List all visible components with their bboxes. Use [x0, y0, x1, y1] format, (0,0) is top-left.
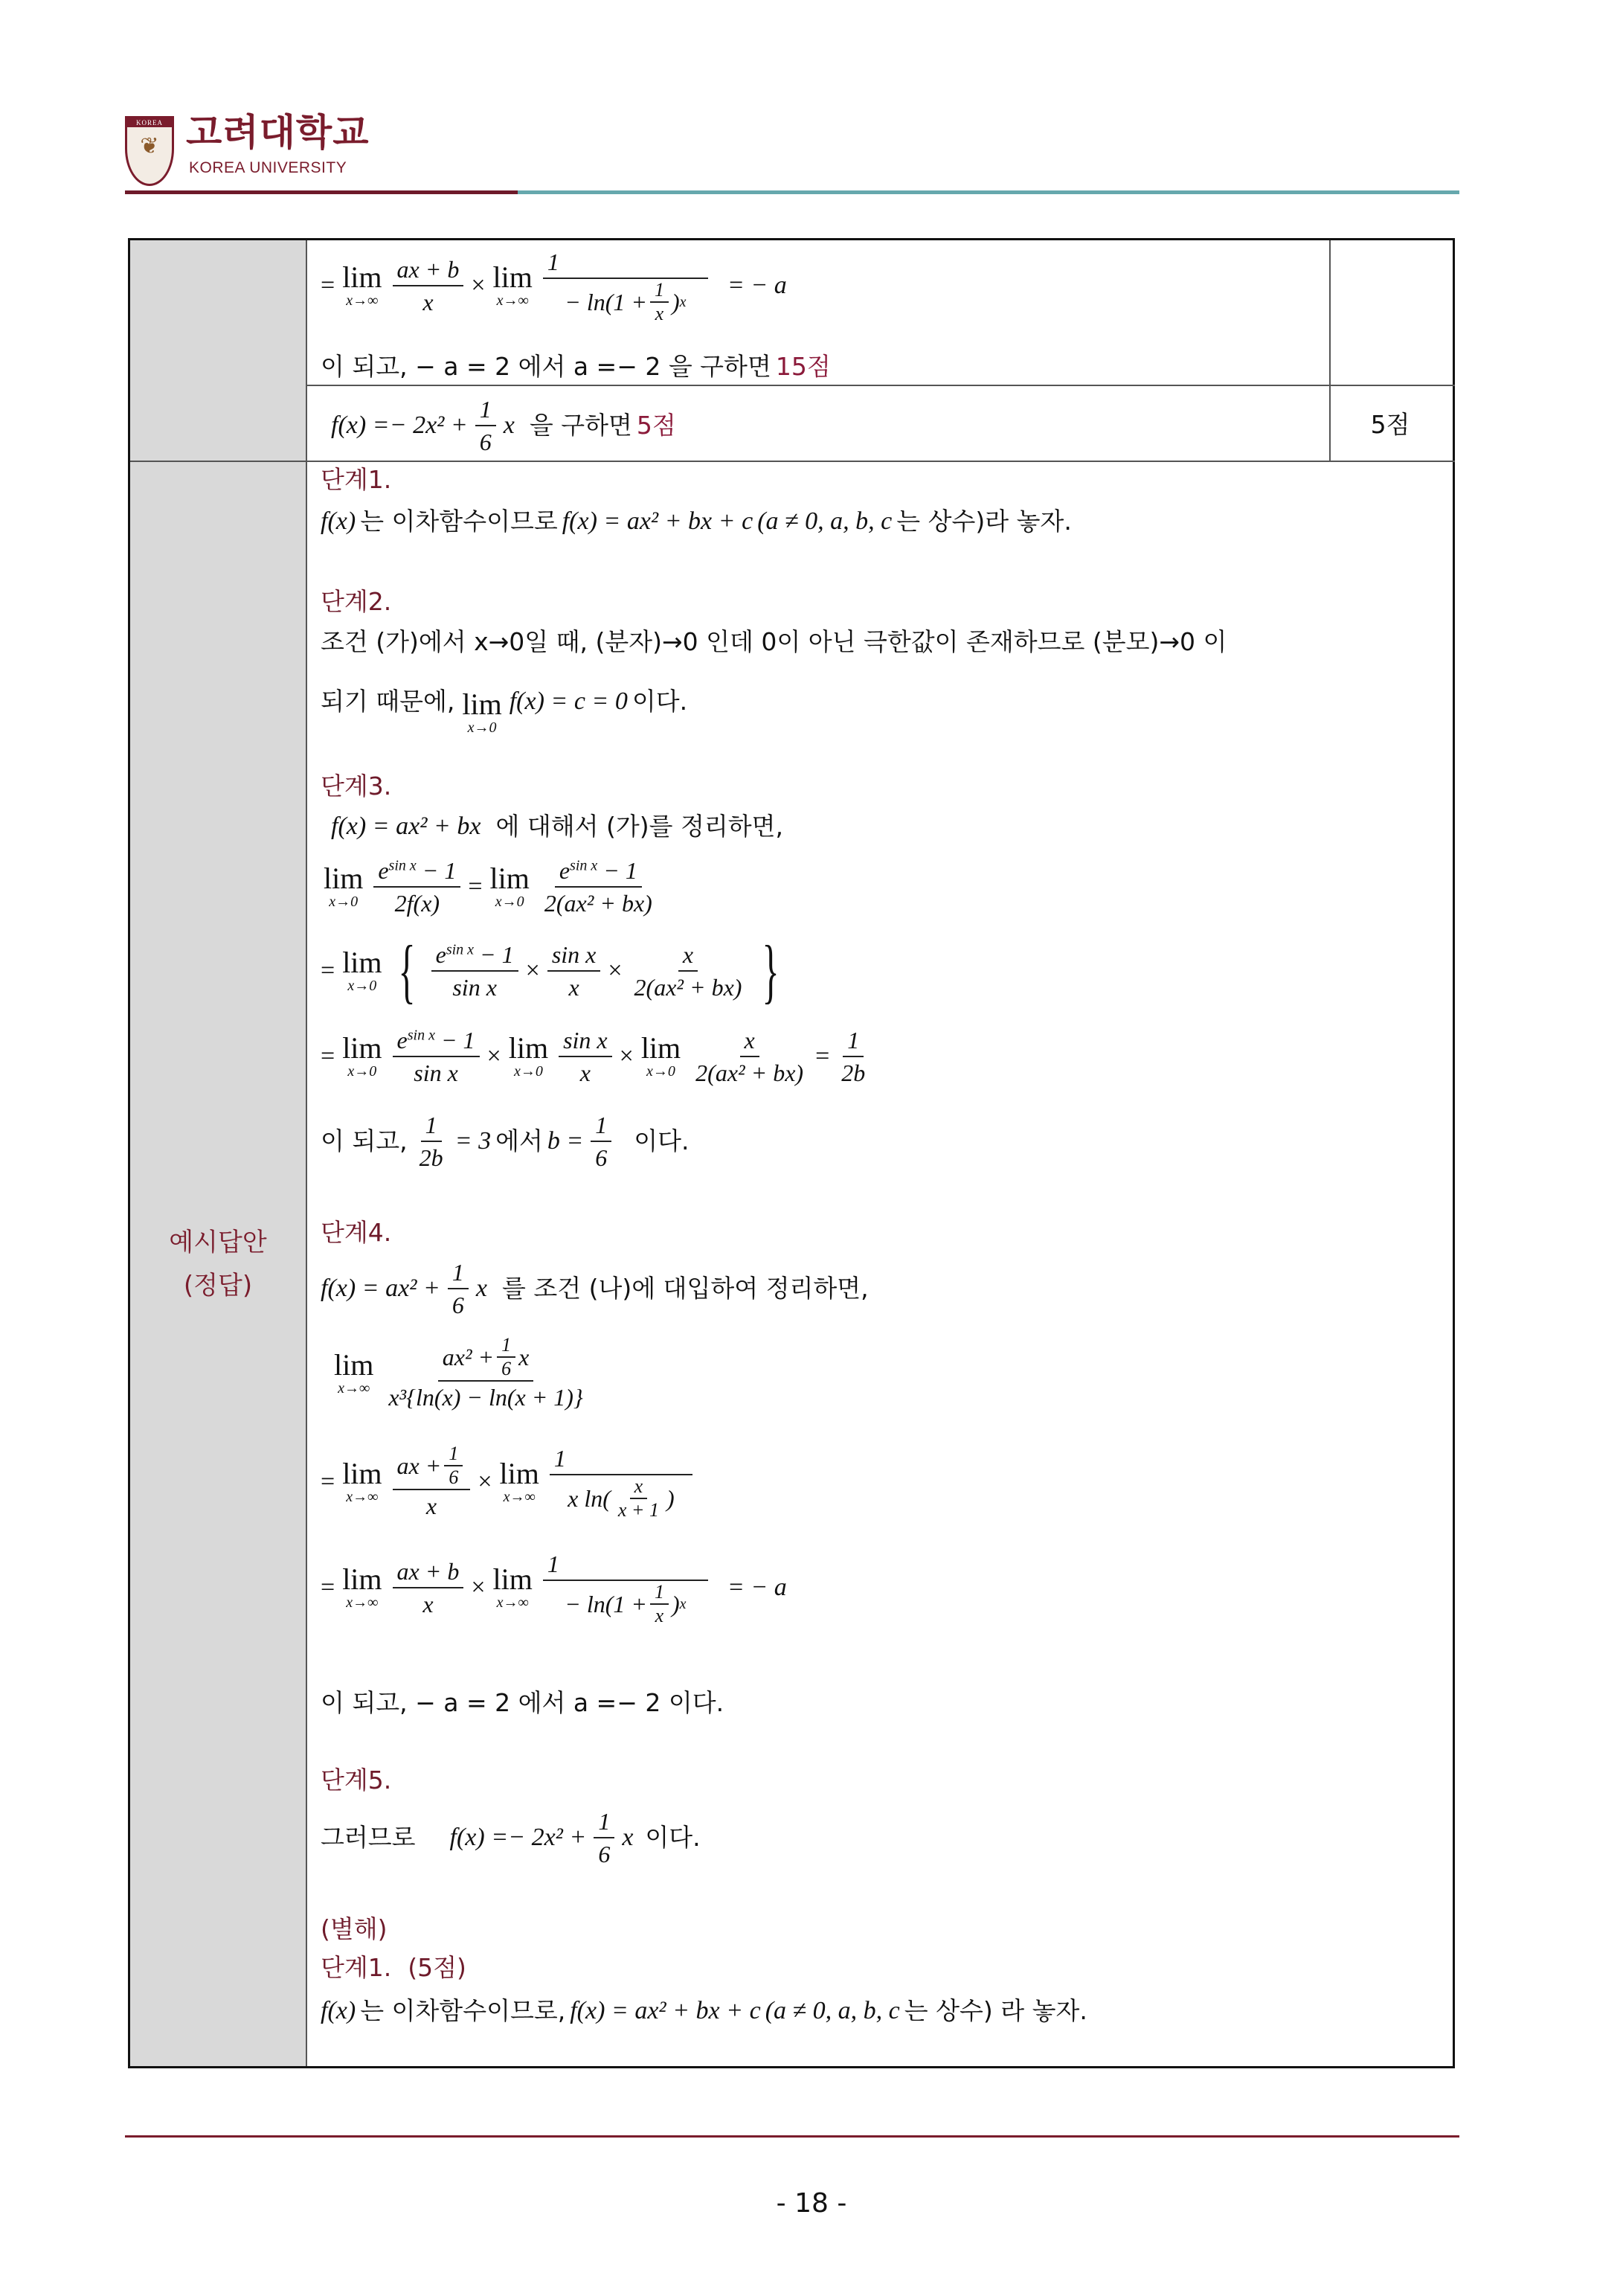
numerator: 1	[543, 1548, 708, 1581]
denominator: − ln(1 + $\frac{1}{x}$ ) x	[565, 279, 687, 324]
formula: f(x)	[321, 1997, 356, 2024]
limit	[342, 948, 382, 994]
times: ×	[471, 1574, 486, 1601]
answer-table	[128, 238, 1455, 2068]
step4-line1	[321, 1257, 869, 1321]
num-part: ax² +	[442, 1344, 495, 1370]
denominator: 6	[595, 1144, 608, 1171]
numerator	[431, 939, 518, 972]
denominator: 2(ax² + bx)	[634, 974, 742, 1001]
fraction	[448, 1257, 469, 1321]
fraction	[594, 1806, 614, 1870]
result: = − a	[727, 1574, 787, 1601]
numerator: 1	[497, 1334, 515, 1358]
denominator: sin x	[452, 974, 497, 1001]
den-part: )	[671, 1591, 680, 1617]
score-cell: 5점	[1370, 410, 1410, 439]
numerator: 1	[650, 279, 669, 303]
numerator: 1	[444, 1443, 463, 1466]
limit	[490, 864, 530, 910]
lim: lim	[334, 1348, 374, 1382]
numerator	[393, 1443, 471, 1490]
limit	[334, 1350, 373, 1396]
header-rule-red	[125, 190, 518, 194]
text: 이 되고,	[321, 1126, 408, 1155]
row1-conclusion	[321, 352, 831, 382]
fraction	[691, 1024, 808, 1088]
logo-korean: 고려대학교	[186, 111, 370, 154]
numerator: 1	[650, 1581, 669, 1605]
minus-one: − 1	[603, 857, 637, 884]
numerator: 1	[550, 1443, 692, 1475]
numerator: 1	[543, 246, 708, 279]
fraction	[650, 279, 669, 325]
fraction	[543, 246, 708, 325]
lim-sub: x→0	[513, 1063, 543, 1080]
denominator: 2b	[841, 1059, 866, 1086]
limit	[324, 864, 363, 910]
lim: lim	[492, 260, 533, 294]
step3-line1	[331, 812, 783, 841]
formula: f(x) =− 2x² +	[331, 411, 468, 439]
times: ×	[619, 1042, 634, 1070]
minus-one: − 1	[440, 1027, 475, 1054]
denominator: − ln(1 + $\frac{1}{x}$ ) x	[565, 1581, 687, 1626]
step3-eq3	[321, 1024, 872, 1088]
lim: lim	[342, 1457, 382, 1490]
times: ×	[608, 957, 623, 984]
alt-title: (별해)	[321, 1914, 388, 1943]
variable: x	[475, 1274, 487, 1302]
numerator: sin x	[559, 1024, 612, 1057]
denominator: x³{ln(x) − ln(x + 1)}	[388, 1384, 583, 1411]
limit	[342, 1562, 382, 1611]
formula: b =	[547, 1127, 584, 1155]
alt-step1-text	[321, 1996, 1087, 2026]
e: e	[396, 1027, 408, 1054]
formula: f(x) = ax² + bx + c	[562, 507, 753, 535]
text: 에 대해서 (가)를 정리하면,	[495, 812, 783, 841]
row-divider	[306, 385, 1455, 386]
step4-title: 단계4.	[321, 1218, 392, 1247]
formula: f(x) = ax² + bx	[331, 812, 481, 840]
left-brace: {	[398, 935, 416, 1007]
denominator: x	[422, 1591, 434, 1617]
lim-sub: x→∞	[346, 1489, 379, 1505]
limit	[500, 1459, 539, 1505]
times: ×	[486, 1042, 501, 1070]
lim: lim	[342, 260, 382, 294]
minus-one: − 1	[480, 941, 514, 968]
conclusion-text: 이 되고, − a = 2 에서 a =− 2 을 구하면	[321, 352, 771, 381]
denominator: 6	[598, 1841, 611, 1867]
text: 이다.	[645, 1823, 701, 1852]
fraction	[650, 1581, 669, 1627]
den-part: )	[666, 1485, 675, 1512]
num-part: x	[518, 1344, 530, 1370]
footer-rule	[125, 2135, 1459, 2138]
formula: f(x) = ax² +	[321, 1274, 440, 1302]
equals: =	[321, 1468, 335, 1495]
lim: lim	[342, 946, 382, 979]
text: 는 상수)라 놓자.	[896, 507, 1072, 536]
fraction	[475, 394, 496, 458]
denominator: 2b	[419, 1144, 443, 1171]
step1-text	[321, 507, 1072, 536]
equals: =	[321, 1574, 335, 1601]
limit	[509, 1033, 548, 1080]
alt-step1-title	[321, 1953, 466, 1983]
logo-english: KOREA UNIVERSITY	[189, 159, 347, 176]
lim: lim	[324, 862, 364, 895]
numerator: x	[740, 1024, 759, 1057]
numerator: x	[678, 939, 698, 972]
text: 이다.	[631, 687, 688, 716]
result: = − a	[727, 272, 787, 299]
numerator	[393, 1024, 480, 1057]
e: e	[378, 857, 389, 884]
header-rule-teal	[518, 190, 1459, 194]
denominator: sin x	[414, 1059, 458, 1086]
exponent: sin x	[570, 857, 598, 874]
e: e	[559, 857, 571, 884]
lim-sub: x→0	[467, 719, 497, 736]
equals: =	[321, 957, 335, 984]
equals: =	[815, 1042, 830, 1070]
formula: f(x)	[321, 507, 356, 535]
limit	[492, 260, 533, 309]
lim-sub: x→0	[347, 978, 377, 994]
numerator: ax + b	[393, 1556, 464, 1588]
text: 이다.	[634, 1126, 690, 1155]
text: 그러므로	[321, 1823, 416, 1852]
points: 5점	[636, 411, 676, 440]
label-column	[130, 240, 307, 2066]
limit	[641, 1033, 681, 1080]
den-part: x ln(	[568, 1485, 611, 1512]
fraction	[393, 1024, 480, 1088]
lim: lim	[492, 1562, 533, 1596]
denominator: x + 1	[617, 1499, 659, 1521]
step5-line	[321, 1806, 701, 1870]
step4-eq1	[331, 1334, 591, 1413]
right-brace: }	[762, 935, 780, 1007]
numerator: x	[630, 1475, 648, 1499]
step3-eq2	[321, 935, 788, 1007]
step3-conclusion	[321, 1109, 690, 1173]
denominator: x	[655, 303, 664, 324]
lim: lim	[342, 1031, 382, 1065]
answer-text: 을 구하면	[529, 411, 632, 440]
denominator: x	[422, 289, 434, 315]
numerator: 1	[448, 1257, 469, 1289]
university-seal	[125, 116, 174, 186]
denominator: 6	[479, 429, 492, 455]
fraction	[630, 939, 747, 1003]
limit	[492, 1562, 533, 1611]
numerator	[373, 855, 460, 888]
denominator: x	[579, 1059, 591, 1086]
lim-sub: x→∞	[496, 1594, 529, 1611]
exponent: sin x	[446, 941, 475, 958]
step3-eq1	[321, 855, 660, 919]
num-part: ax +	[396, 1452, 442, 1479]
numerator: ax + b	[393, 254, 464, 286]
text: 는 이차함수이므로,	[360, 1996, 566, 2025]
denominator	[563, 1475, 679, 1521]
fraction	[431, 939, 518, 1003]
fraction	[497, 1334, 515, 1380]
times: ×	[525, 957, 540, 984]
fraction	[614, 1475, 663, 1521]
denominator: 6	[449, 1466, 459, 1488]
step1-title: 단계1.	[321, 465, 392, 494]
denominator: 6	[451, 1292, 464, 1318]
variable: x	[622, 1824, 634, 1851]
fraction	[393, 1556, 464, 1620]
text: 는 상수) 라 놓자.	[904, 1996, 1087, 2025]
lim-sub: x→∞	[346, 292, 379, 309]
den-part: − ln(1 +	[565, 289, 647, 315]
numerator	[555, 855, 642, 888]
text: 되기 때문에,	[321, 687, 455, 716]
formula: f(x) = c = 0	[509, 687, 628, 715]
lim: lim	[508, 1031, 549, 1065]
page-number: - 18 -	[776, 2188, 847, 2219]
denominator: 6	[501, 1358, 512, 1379]
fraction	[415, 1109, 448, 1173]
equals: =	[321, 1042, 335, 1070]
numerator: sin x	[547, 939, 601, 972]
lim: lim	[489, 862, 530, 895]
formula: = 3	[454, 1127, 492, 1155]
limit	[342, 1033, 382, 1080]
den-part: )	[671, 289, 680, 315]
fraction	[559, 1024, 612, 1088]
fraction	[591, 1109, 611, 1173]
exponent: sin x	[407, 1027, 435, 1044]
label-correct-answer: (정답)	[183, 1271, 253, 1301]
fraction	[837, 1024, 870, 1088]
denominator: x	[568, 974, 579, 1001]
numerator: 1	[591, 1109, 611, 1142]
points: 15점	[775, 352, 831, 381]
step3-title: 단계3.	[321, 772, 392, 801]
lim: lim	[342, 1562, 382, 1596]
e: e	[435, 941, 446, 968]
denominator: 2f(x)	[394, 890, 440, 917]
fraction	[444, 1443, 463, 1489]
fraction	[550, 1443, 692, 1521]
row2-answer	[331, 394, 676, 458]
lim: lim	[462, 687, 502, 721]
lim-sub: x→∞	[496, 292, 529, 309]
text: 는 이차함수이므로	[360, 507, 558, 536]
times: ×	[471, 272, 486, 299]
numerator	[438, 1334, 534, 1382]
fraction	[373, 855, 460, 919]
text: 에서	[495, 1126, 543, 1155]
denominator: 2(ax² + bx)	[695, 1059, 804, 1086]
fraction	[393, 254, 464, 318]
denominator: x	[655, 1605, 664, 1626]
equals: =	[468, 873, 483, 900]
row-divider	[130, 461, 1455, 462]
fraction	[543, 1548, 708, 1627]
denominator: x	[425, 1492, 437, 1519]
numerator: 1	[421, 1109, 442, 1142]
lim-sub: x→0	[347, 1063, 377, 1080]
numerator: 1	[475, 394, 496, 426]
step4-eq2	[321, 1443, 695, 1521]
times: ×	[478, 1468, 492, 1495]
lim: lim	[640, 1031, 681, 1065]
lim-sub: x→0	[646, 1063, 675, 1080]
step2-line1: 조건 (가)에서 x→0일 때, (분자)→0 인데 0이 아닌 극한값이 존재하므로 (분모)→0 이	[321, 627, 1227, 656]
lim-sub: x→∞	[503, 1489, 536, 1505]
formula: f(x) =− 2x² +	[449, 1824, 587, 1851]
numerator: 1	[843, 1024, 864, 1057]
lim-sub: x→∞	[346, 1594, 379, 1611]
tiger-emblem-icon: ❦	[140, 133, 159, 159]
lim-sub: x→∞	[338, 1380, 370, 1396]
variable: x	[503, 411, 515, 439]
lim-sub: x→0	[495, 894, 524, 910]
step-label: 단계1.	[321, 1953, 392, 1982]
exponent: sin x	[388, 857, 417, 874]
row1-equation	[321, 246, 787, 325]
lim-sub: x→0	[329, 894, 359, 910]
fraction	[540, 855, 657, 919]
step2-title: 단계2.	[321, 587, 392, 616]
fraction	[384, 1334, 587, 1413]
fraction	[547, 939, 601, 1003]
den-part: − ln(1 +	[565, 1591, 647, 1617]
limit	[342, 1459, 382, 1505]
formula: (a ≠ 0, a, b, c	[765, 1997, 900, 2024]
limit	[462, 687, 502, 736]
equals: =	[321, 272, 335, 299]
label-example-answer: 예시답안	[169, 1228, 267, 1257]
denominator: 2(ax² + bx)	[544, 890, 652, 917]
text: 를 조건 (나)에 대입하여 정리하면,	[501, 1274, 869, 1303]
step2-line2	[321, 667, 687, 736]
step5-title: 단계5.	[321, 1766, 392, 1795]
formula: (a ≠ 0, a, b, c	[757, 507, 893, 535]
points: (5점)	[408, 1953, 466, 1982]
step4-conclusion: 이 되고, − a = 2 에서 a =− 2 이다.	[321, 1688, 724, 1717]
step4-eq3	[321, 1548, 787, 1627]
limit	[342, 260, 382, 309]
numerator: 1	[594, 1806, 614, 1838]
minus-one: − 1	[422, 857, 457, 884]
seal-band: KOREA	[127, 118, 172, 127]
lim: lim	[499, 1457, 539, 1490]
formula: f(x) = ax² + bx + c	[570, 1997, 761, 2024]
fraction	[393, 1443, 471, 1521]
